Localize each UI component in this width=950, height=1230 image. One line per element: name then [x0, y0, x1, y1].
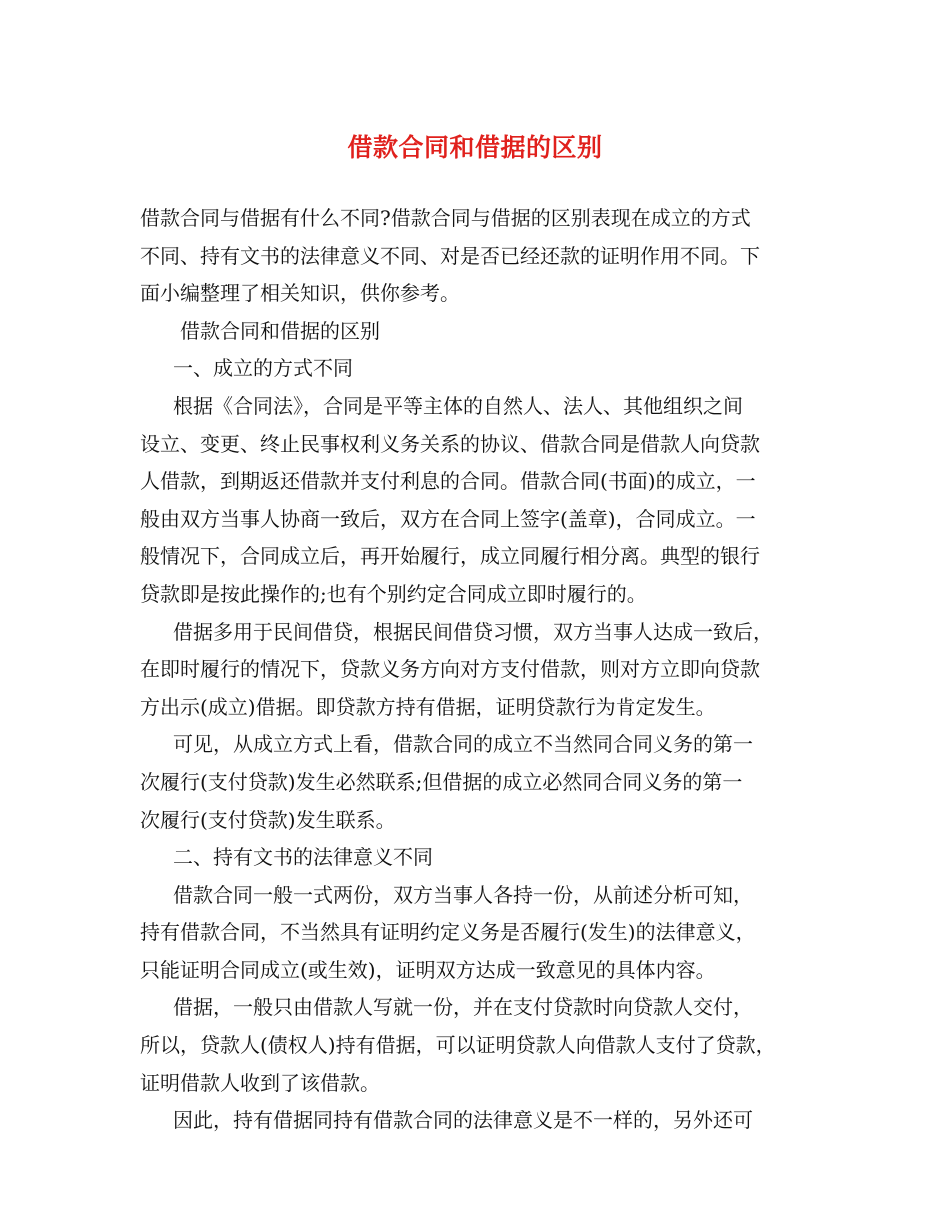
paragraph-line: 借据多用于民间借贷，根据民间借贷习惯，双方当事人达成一致后， [173, 619, 773, 644]
section-heading: 借款合同和借据的区别 [180, 318, 380, 343]
paragraph-line: 般由双方当事人协商一致后，双方在合同上签字(盖章)，合同成立。一 [140, 506, 756, 531]
paragraph-line: 可见，从成立方式上看，借款合同的成立不当然同合同义务的第一 [173, 732, 753, 757]
paragraph-line: 持有借款合同，不当然具有证明约定义务是否履行(发生)的法律意义， [140, 920, 756, 945]
section-heading: 一、成立的方式不同 [173, 356, 353, 381]
paragraph-line: 所以，贷款人(债权人)持有借据，可以证明贷款人向借款人支付了贷款， [140, 1033, 776, 1058]
paragraph-line: 贷款即是按此操作的;也有个别约定合同成立即时履行的。 [140, 581, 647, 606]
paragraph-line: 次履行(支付贷款)发生联系。 [140, 807, 396, 832]
paragraph-line: 设立、变更、终止民事权利义务关系的协议、借款合同是借款人向贷款 [140, 431, 760, 456]
document-body [140, 200, 830, 1140]
paragraph-line: 只能证明合同成立(或生效)，证明双方达成一致意见的具体内容。 [140, 957, 716, 982]
paragraph-line: 不同、持有文书的法律意义不同、对是否已经还款的证明作用不同。下 [140, 243, 760, 268]
paragraph-line: 因此，持有借据同持有借款合同的法律意义是不一样的，另外还可 [173, 1108, 753, 1133]
paragraph-line: 次履行(支付贷款)发生必然联系;但借据的成立必然同合同义务的第一 [140, 769, 743, 794]
section-heading: 二、持有文书的法律意义不同 [173, 845, 433, 870]
paragraph-line: 证明借款人收到了该借款。 [140, 1070, 380, 1095]
paragraph-line: 借款合同与借据有什么不同?借款合同与借据的区别表现在成立的方式 [140, 206, 751, 230]
paragraph-line: 面小编整理了相关知识，供你参考。 [140, 281, 460, 306]
page-title: 借款合同和借据的区别 [347, 133, 603, 162]
paragraph-line: 般情况下，合同成立后，再开始履行，成立同履行相分离。典型的银行 [140, 544, 760, 569]
paragraph-line: 方出示(成立)借据。即贷款方持有借据，证明贷款行为肯定发生。 [140, 694, 716, 719]
paragraph-line: 根据《合同法》，合同是平等主体的自然人、法人、其他组织之间 [173, 393, 743, 418]
paragraph-line: 在即时履行的情况下，贷款义务方向对方支付借款，则对方立即向贷款 [140, 657, 760, 682]
paragraph-line: 人借款，到期返还借款并支付利息的合同。借款合同(书面)的成立，一 [140, 469, 756, 494]
paragraph-line: 借据，一般只由借款人写就一份，并在支付贷款时向贷款人交付， [173, 995, 753, 1020]
paragraph-line: 借款合同一般一式两份，双方当事人各持一份，从前述分析可知， [173, 882, 753, 907]
